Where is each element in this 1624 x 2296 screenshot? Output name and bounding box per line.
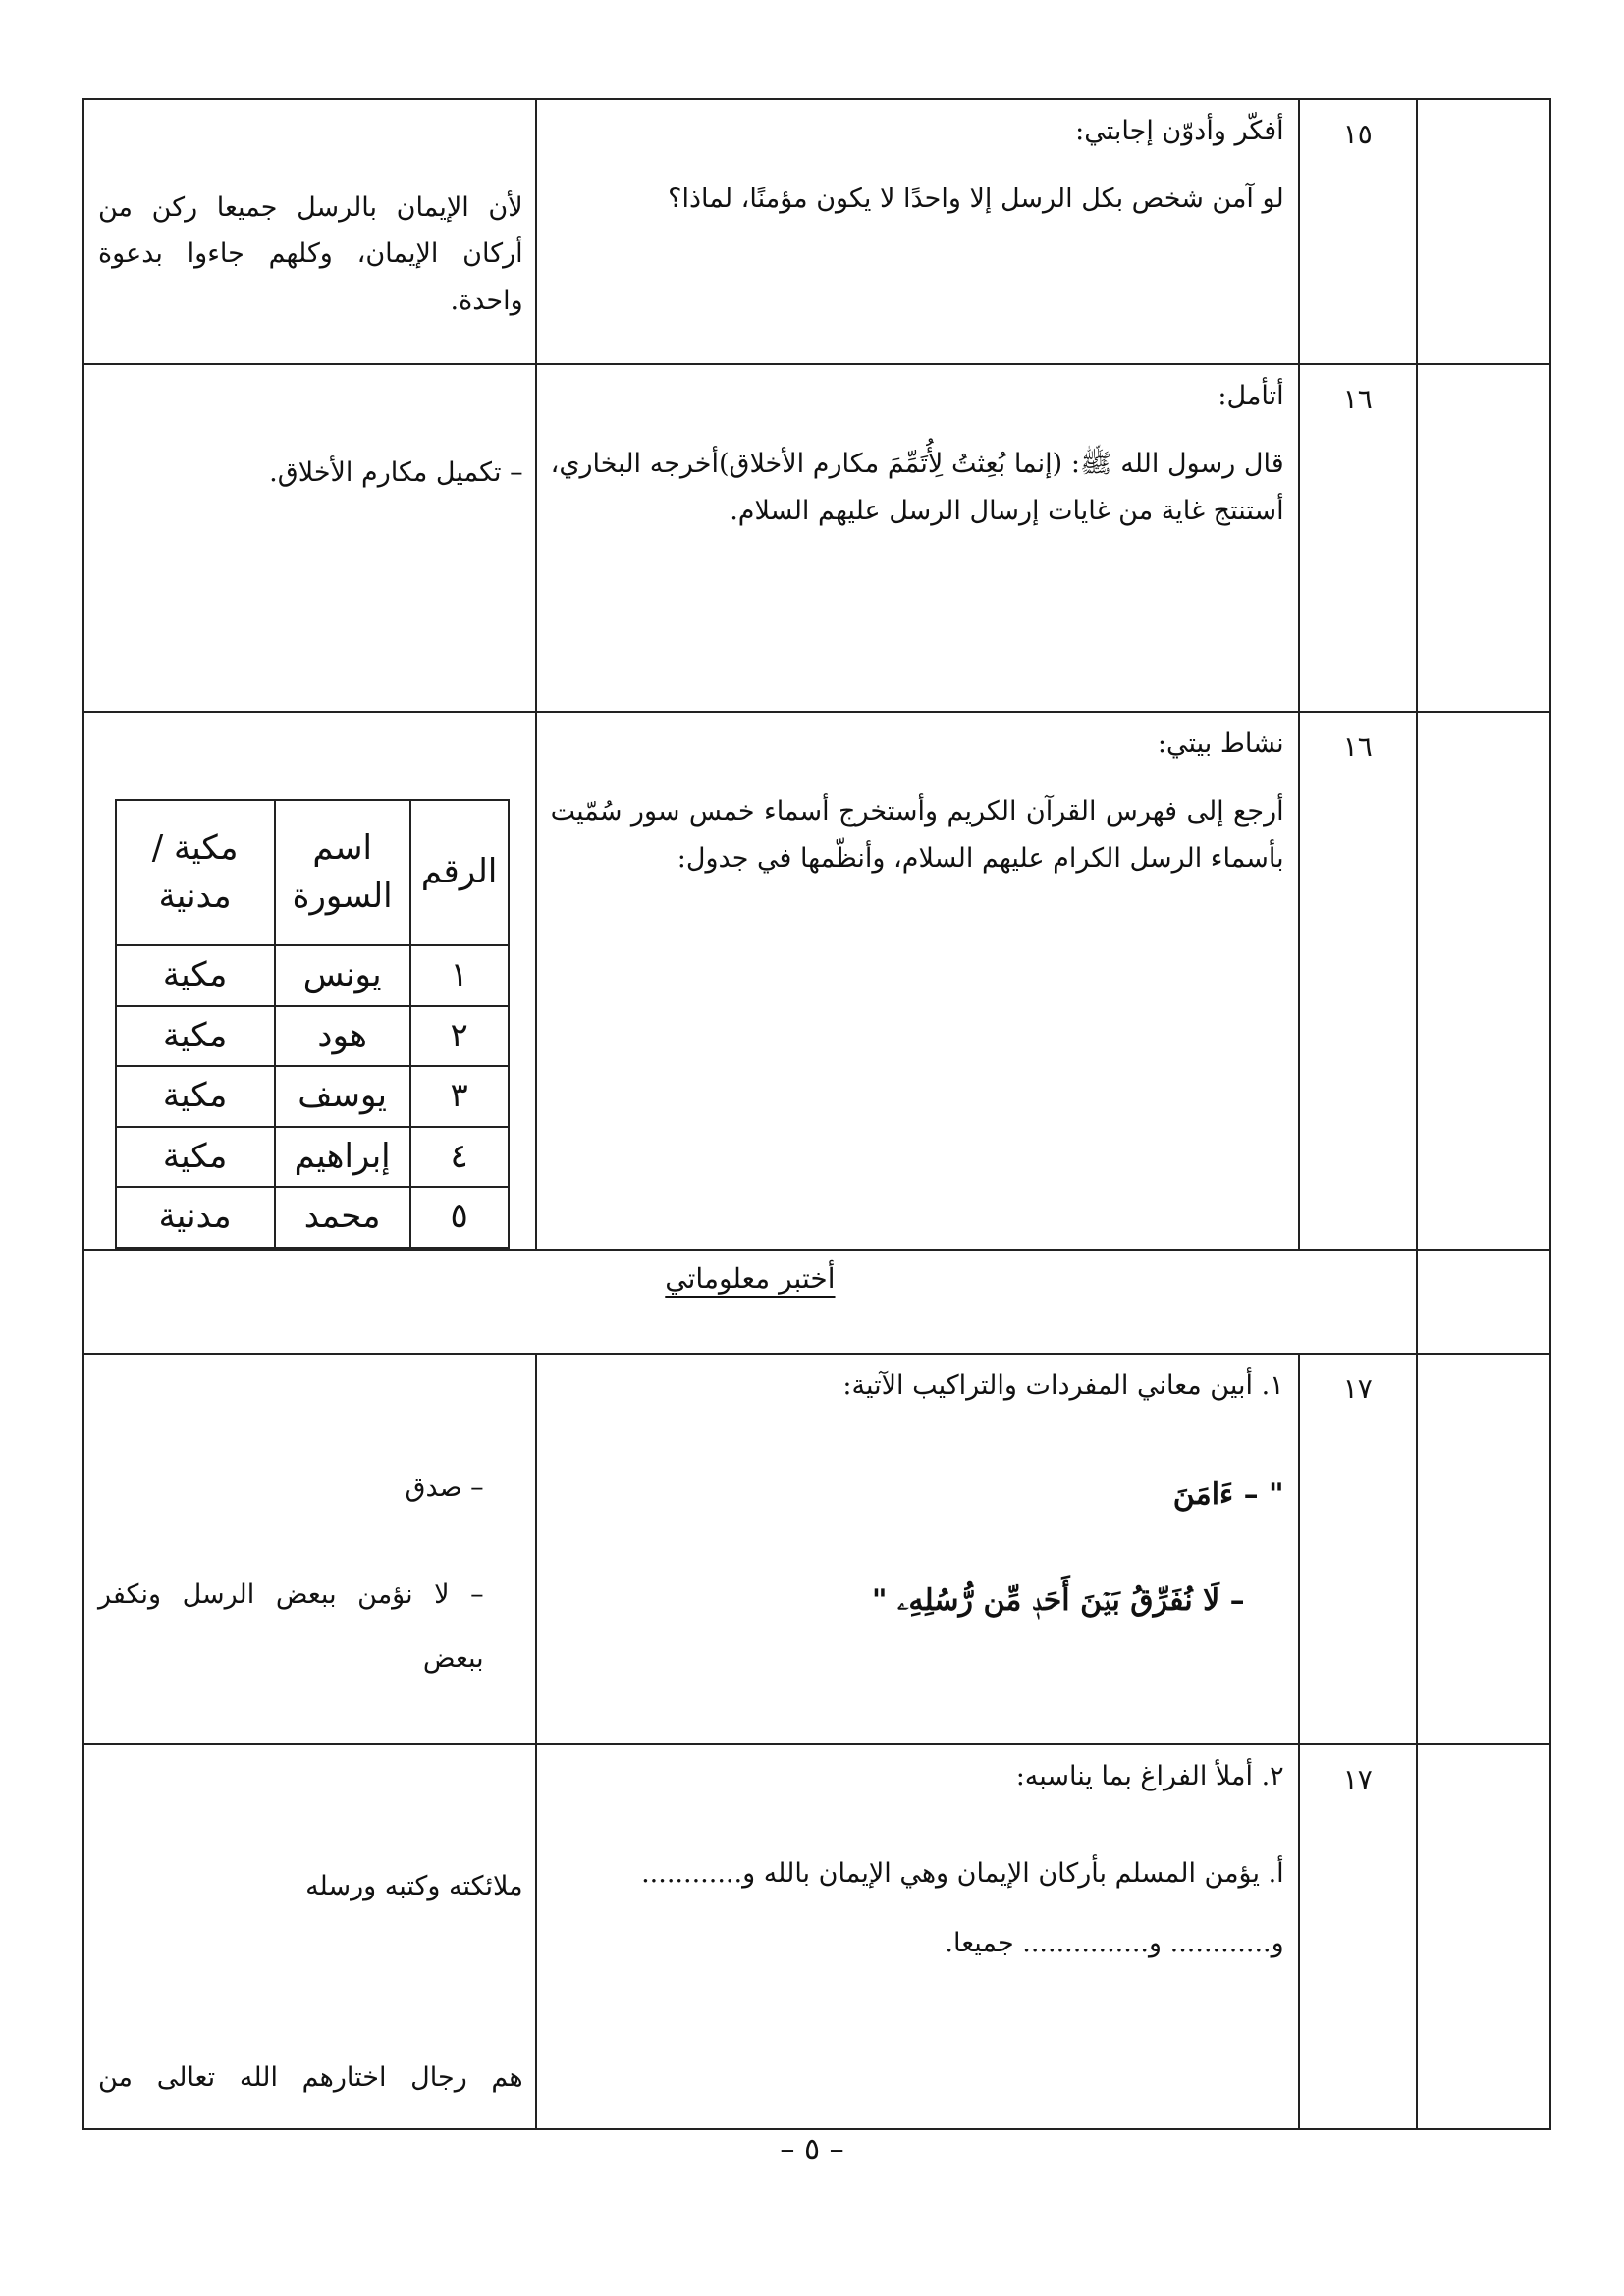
question-cell [536,712,1299,1250]
question-heading: نشاط بيتي: [1157,728,1284,759]
surah-number: ١ [410,945,509,1006]
answer-cell [83,1354,536,1744]
question-text: قال رسول الله ﷺ: (إنما بُعِثتُ لِأُتَمِّمَ مكارم الأخلاق)أخرجه البخاري، أستنتج غاية من غايات إرسال الرسل عليهم السلام. [550,449,1284,526]
surah-number: ٤ [410,1127,509,1188]
margin-cell [1417,1744,1550,2129]
row-16-reflect [83,364,1550,712]
surah-name: إبراهيم [275,1127,410,1188]
question-heading: ٢. أملأ الفراغ بما يناسبه: [1015,1760,1284,1791]
header-meccan-medinan: مكية / مدنية [116,800,275,945]
header-number: الرقم [410,800,509,945]
answer-text: – صدق [405,1471,484,1503]
margin-cell [1417,99,1550,364]
answer-cell [83,1744,536,2129]
question-heading: أتأمل: [1218,381,1284,411]
answer-cell [83,99,536,364]
question-number: ١٧ [1299,1354,1417,1744]
surah-name: محمد [275,1187,410,1248]
surah-number: ٢ [410,1006,509,1067]
answer-cell [83,712,536,1250]
surah-type: مكية [116,1127,275,1188]
margin-cell [1417,1250,1550,1354]
answer-text: لأن الإيمان بالرسل جميعا ركن من أركان الإيمان، وكلهم جاءوا بدعوة واحدة. [98,192,523,316]
surah-number: ٣ [410,1066,509,1127]
question-text: أرجع إلى فهرس القرآن الكريم وأستخرج أسماء خمس سور سُمّيت بأسماء الرسل الكرام عليهم السلام، وأنظّمها في جدول: [550,796,1284,874]
worksheet-table [82,98,1551,2130]
surah-name: يونس [275,945,410,1006]
surah-type: مكية [116,945,275,1006]
page-number: – ٥ – [780,2132,844,2166]
answer-text: – لا نؤمن ببعض الرسل ونكفر ببعض [98,1578,484,1674]
surah-table [115,799,510,1249]
vocabulary-item-2: – لَا نُفَرِّقُ بَيۡنَ أَحَدٖ مِّن رُّسُلِهِۦ " [871,1583,1245,1619]
question-number: ١٦ [1299,712,1417,1250]
row-17-meanings [83,1354,1550,1744]
question-cell [536,1354,1299,1744]
answer-text: ملائكته وكتبه ورسله [305,1870,523,1901]
question-text: لو آمن شخص بكل الرسل إلا واحدًا لا يكون مؤمنًا، لماذا؟ [668,184,1284,215]
table-row [116,1127,509,1188]
question-number: ١٧ [1299,1744,1417,2129]
margin-cell [1417,364,1550,712]
row-16-home-activity [83,712,1550,1250]
section-title: أختبر معلوماتي [665,1261,836,1295]
surah-number: ٥ [410,1187,509,1248]
surah-type: مدنية [116,1187,275,1248]
margin-cell [1417,1354,1550,1744]
answer-text: هم رجال اختارهم الله تعالى من [98,2061,523,2093]
table-row [116,945,509,1006]
question-heading: ١. أبين معاني المفردات والتراكيب الآتية: [842,1369,1284,1401]
section-row [83,1250,1550,1354]
question-number: ١٦ [1299,364,1417,712]
worksheet-page [82,98,1551,2130]
table-row [116,1187,509,1248]
table-row [116,1006,509,1067]
row-15 [83,99,1550,364]
answer-text: – تكميل مكارم الأخلاق. [269,457,523,488]
surah-type: مكية [116,1006,275,1067]
surah-name: هود [275,1006,410,1067]
surah-name: يوسف [275,1066,410,1127]
vocabulary-item-1: " – ءَامَنَ [1172,1476,1284,1512]
fill-blank-line: أ. يؤمن المسلم بأركان الإيمان وهي الإيمان بالله و............ [641,1857,1284,1889]
question-cell [536,99,1299,364]
question-number: ١٥ [1299,99,1417,364]
surah-table-header [116,800,509,945]
margin-cell [1417,712,1550,1250]
surah-type: مكية [116,1066,275,1127]
header-surah-name: اسم السورة [275,800,410,945]
row-17-fill-blank [83,1744,1550,2129]
section-title-cell [83,1250,1417,1354]
question-heading: أفكّر وأدوّن إجابتي: [1075,116,1284,146]
question-cell [536,364,1299,712]
answer-cell [83,364,536,712]
question-cell [536,1744,1299,2129]
fill-blank-line: و............ و............... جميعا. [945,1928,1284,1958]
table-row [116,1066,509,1127]
